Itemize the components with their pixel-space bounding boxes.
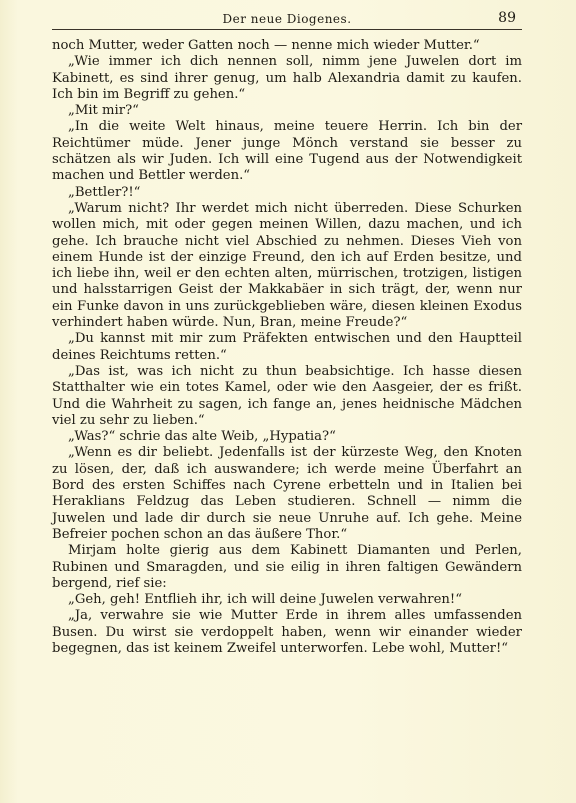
paragraph: „Was?“ schrie das alte Weib, „Hypatia?“ — [68, 429, 336, 445]
page-number: 89 — [498, 10, 516, 26]
paragraph: „Du kannst mit mir zum Präfekten entwischen und den Hauptteil deines Reichtums retten.“ — [52, 331, 522, 363]
paragraph: „Ja, verwahre sie wie Mutter Erde in ihrem alles umfassenden Busen. Du wirst sie verdoppelt haben, wenn wir einander wieder begegnen, das ist keinem Zweifel unterworfen. Lebe wohl, Mutter!“ — [52, 608, 522, 656]
paragraph: „Geh, geh! Entflieh ihr, ich will deine Juwelen verwahren!“ — [68, 592, 462, 608]
paragraph: Mirjam holte gierig aus dem Kabinett Diamanten und Perlen, Rubinen und Smaragden, und sie eilig in ihren faltigen Gewändern bergend, rief sie: — [52, 543, 522, 591]
paragraph: „Wenn es dir beliebt. Jedenfalls ist der kürzeste Weg, den Knoten zu lösen, der, daß ich auswandere; ich werde meine Überfahrt an Bord des ersten Schiffes nach Cyrene erbetteln und in Italien bei Heraklians Feldzug das Leben studieren. Schnell — nimm die Juwelen und lade dir durch sie neue Unruhe auf. Ich gehe. Meine Befreier pochen schon an das äußere Thor.“ — [52, 445, 522, 542]
paragraph: „In die weite Welt hinaus, meine teuere Herrin. Ich bin der Reichtümer müde. Jener junge Mönch verstand sie besser zu schätzen als wir Juden. Ich will eine Tugend aus der Notwendigkeit machen und Bettler werden.“ — [52, 119, 522, 184]
paragraph: „Bettler?!“ — [68, 184, 141, 200]
paragraph: „Das ist, was ich nicht zu thun beabsichtige. Ich hasse diesen Statthalter wie ein totes Kamel, oder wie den Aasgeier, der es frißt. Und die Wahrheit zu sagen, ich fange an, jenes heidnische Mädchen viel zu sehr zu lieben.“ — [52, 363, 522, 428]
paragraph: „Wie immer ich dich nennen soll, nimm jene Juwelen dort im Kabinett, es sind ihrer genug, um halb Alexandria damit zu kaufen. Ich bin im Begriff zu gehen.“ — [52, 54, 522, 102]
paragraph: „Mit mir?“ — [68, 103, 139, 119]
paragraph: „Warum nicht? Ihr werdet mich nicht überreden. Diese Schurken wollen mich, mit oder gegen meinen Willen, dazu machen, und ich gehe. Ich brauche nicht viel Abschied zu nehmen. Dieses Vieh von einem Hunde ist der einzige Freund, den ich auf Erden besitze, und ich liebe ihn, weil er den echten alten, mürrischen, trotzigen, listigen und halsstarrigen Geist der Makkabäer in sich trägt, der, wenn nur ein Funke davon in uns zurückgeblieben wäre, diesen kleinen Exodus verhindert haben würde. Nun, Bran, meine Freude?“ — [52, 200, 522, 331]
running-head: Der neue Diogenes. — [222, 12, 352, 26]
page-header — [52, 8, 522, 30]
paragraph: noch Mutter, weder Gatten noch — nenne mich wieder Mutter.“ — [52, 38, 480, 53]
header-rule — [52, 29, 522, 30]
body-text — [52, 38, 522, 657]
